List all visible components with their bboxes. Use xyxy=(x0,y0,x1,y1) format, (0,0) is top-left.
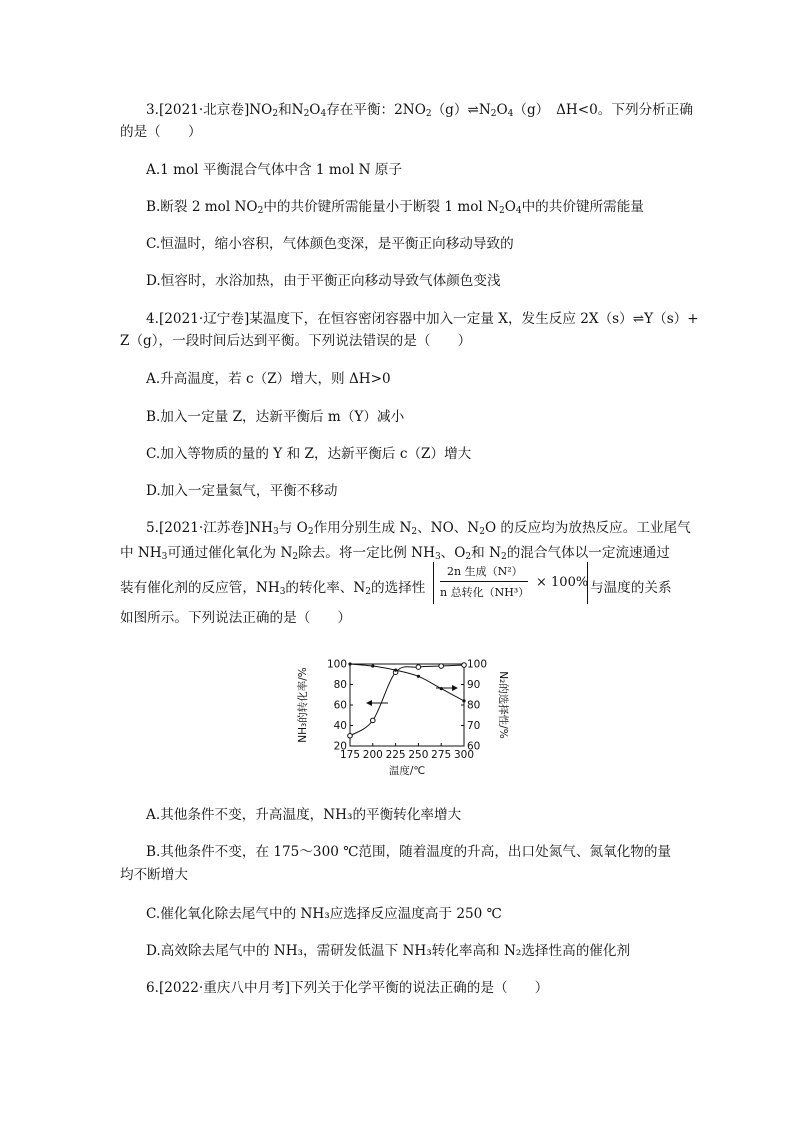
q5-option-a: A.其他条件不变，升高温度，NH₃的平衡转化率增大 xyxy=(146,807,462,823)
conversion-data-point xyxy=(371,718,376,723)
selectivity-data-point xyxy=(417,675,420,678)
q6-line1: 6.[2022·重庆八中月考]下列关于化学平衡的说法正确的是（ ） xyxy=(146,980,549,996)
y-right-tick-label: 100 xyxy=(467,658,488,671)
q3-option-b: B.断裂 2 mol $NO_2$中的共价键所需能量小于断裂 1 mol $N_2O_4$中的共价键所需能量 xyxy=(146,199,644,216)
x-tick-label: 275 xyxy=(431,749,452,761)
selectivity-data-point xyxy=(394,669,397,672)
q4-line1: 4.[2021·辽宁卷]某温度下，在恒容密闭容器中加入一定量 X，发生反应 2X（s）⇌Y（s）+ xyxy=(146,311,699,327)
x-tick-label: 175 xyxy=(339,749,361,761)
y-axis-left-label: NH₃的转化率/% xyxy=(297,667,309,743)
fraction-numerator: 2n 生成（N²） xyxy=(447,565,523,578)
q3-line1: 3.[2021·北京卷]$NO_2$和$N_2O_4$存在平衡：$2NO_2(g)\rightleftharpoons N_2O_4(g)$ ΔH<0。下列分析正确 xyxy=(146,102,693,119)
selectivity-data-point xyxy=(462,699,465,702)
conversion-data-point xyxy=(439,664,444,669)
y-axis-right-label: N₂的选择性/% xyxy=(497,671,509,739)
y-left-tick-label: 80 xyxy=(333,679,347,691)
x-axis-label: 温度/℃ xyxy=(388,765,426,777)
left-axis-arrow xyxy=(366,700,388,706)
selectivity-data-point xyxy=(371,664,374,667)
q5-line3-tail: 与温度的关系 xyxy=(590,580,672,596)
y-left-tick-label: 20 xyxy=(333,740,347,753)
q5-option-c: C.催化氧化除去尾气中的 NH₃应选择反应温度高于 250 ℃ xyxy=(146,906,502,922)
q3-option-d: D.恒容时，水浴加热，由于平衡正向移动导致气体颜色变浅 xyxy=(146,273,501,289)
q5-line4: 如图所示。下列说法正确的是（ ） xyxy=(120,610,352,626)
x-tick-label: 300 xyxy=(453,749,475,761)
q4-line2: Z（g），一段时间后达到平衡。下列说法错误的是（ ） xyxy=(120,333,472,349)
conversion-data-point xyxy=(416,665,421,670)
y-right-tick-label: 90 xyxy=(467,679,481,691)
q5-option-b-line2: 均不断增大 xyxy=(120,867,188,883)
q5-option-b-line1: B.其他条件不变，在 175～300 ℃范围，随着温度的升高，出口处氮气、氮氧化物的量 xyxy=(146,844,672,860)
y-left-tick-label: 100 xyxy=(326,658,347,671)
q4-option-b: B.加入一定量 Z，达新平衡后 m（Y）减小 xyxy=(146,409,405,425)
y-right-tick-label: 80 xyxy=(467,699,481,712)
selectivity-data-point xyxy=(440,687,443,690)
q5-line2: 中 $NH_3$可通过催化氧化为 $N_2$除去。将一定比例 $NH_3$、$O_2$和 $N_2$的混合气体以一定流速通过 xyxy=(120,545,670,562)
fraction-multiplier: × 100% xyxy=(536,575,589,590)
fraction-bar xyxy=(440,581,528,582)
q4-option-c: C.加入等物质的量的 Y 和 Z，达新平衡后 c（Z）增大 xyxy=(146,446,472,462)
x-tick-label: 200 xyxy=(362,749,383,761)
q5-line1: 5.[2021·江苏卷]$NH_3$与 $O_2$作用分别生成 $N_2$、NO、$N_2O$ 的反应均为放热反应。工业尾气 xyxy=(146,520,691,537)
y-left-tick-label: 60 xyxy=(333,699,347,712)
q4-option-d: D.加入一定量氦气，平衡不移动 xyxy=(146,483,338,499)
conversion-selectivity-chart xyxy=(296,650,509,780)
conversion-data-point xyxy=(348,733,353,738)
q3-option-a: A.1 mol 平衡混合气体中含 1 mol N 原子 xyxy=(146,162,403,178)
conversion-series-line xyxy=(350,665,464,736)
selectivity-data-point xyxy=(348,662,351,665)
q3-line2: 的是（ ） xyxy=(120,124,202,140)
x-tick-label: 225 xyxy=(385,749,406,761)
q5-line3: 装有催化剂的反应管，$NH_3$的转化率、$N_2$的选择性 xyxy=(120,580,426,597)
q4-option-a: A.升高温度，若 c（Z）增大，则 ΔH>0 xyxy=(146,371,391,387)
q3-option-c: C.恒温时，缩小容积，气体颜色变深，是平衡正向移动导致的 xyxy=(146,236,514,252)
plot-frame xyxy=(350,664,464,746)
fraction-denominator: n 总转化（NH³） xyxy=(440,586,530,599)
selectivity-series-line xyxy=(350,664,464,701)
conversion-data-point xyxy=(462,663,467,668)
right-axis-arrow xyxy=(436,685,458,691)
x-tick-label: 250 xyxy=(408,749,429,761)
q5-option-d: D.高效除去尾气中的 NH₃，需研发低温下 NH₃转化率高和 N₂选择性高的催化剂 xyxy=(146,943,631,959)
y-left-tick-label: 40 xyxy=(333,720,347,732)
y-right-tick-label: 60 xyxy=(467,740,481,753)
y-right-tick-label: 70 xyxy=(467,720,481,732)
